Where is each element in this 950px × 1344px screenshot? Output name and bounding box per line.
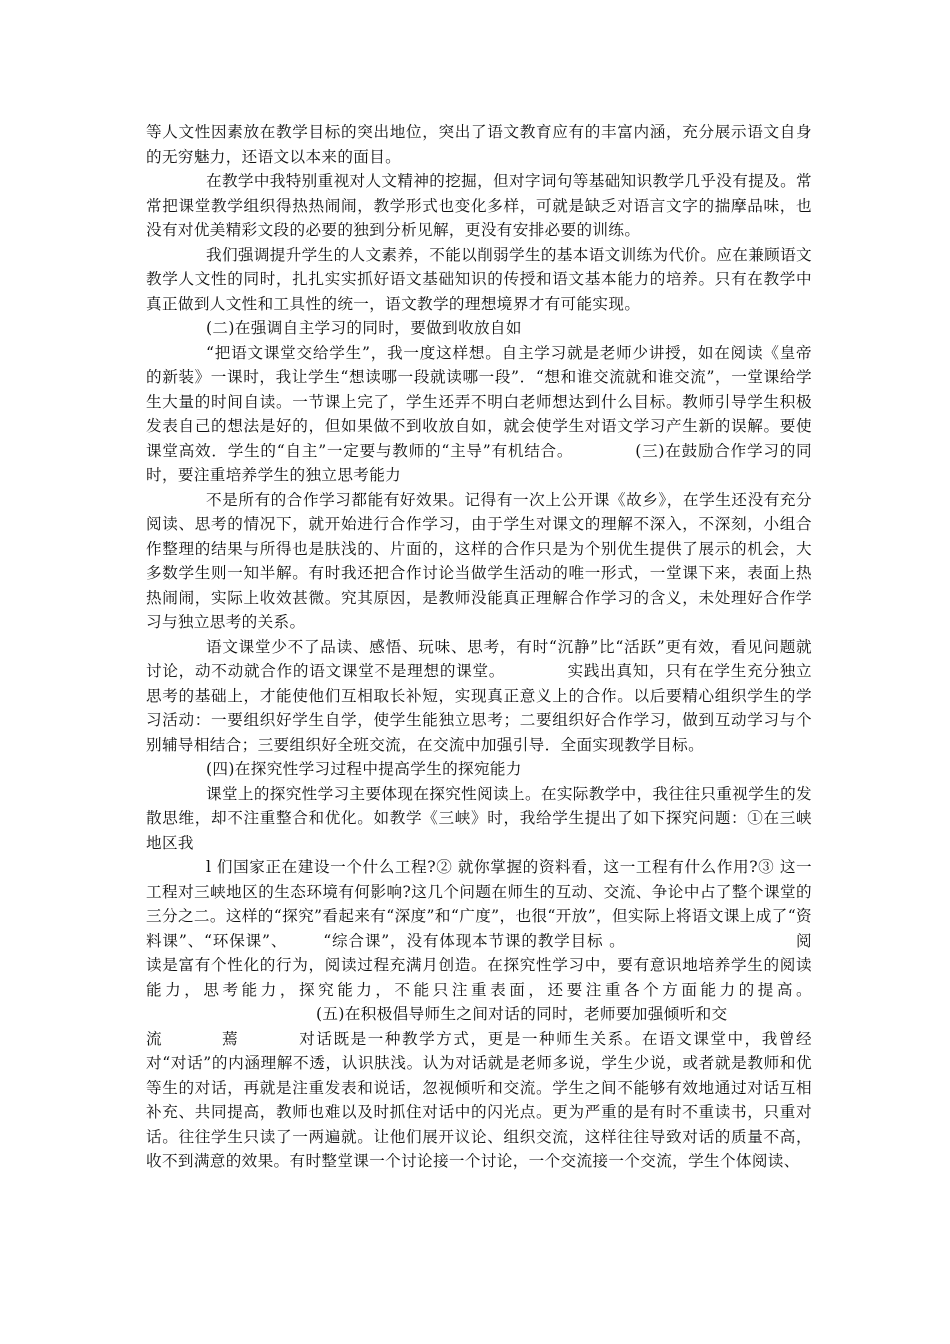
section-heading-5: (五)在积极倡导师生之间对话的同时，老师要加强倾听和交 <box>316 1005 728 1023</box>
section-heading-4: (四)在探究性学习过程中提高学生的探宛能力 <box>206 760 522 778</box>
paragraph-4 <box>146 341 812 488</box>
paragraph-6-text: 语文课堂少不了品读、感悟、玩味、思考，有时“沉静”比“活跃”更有效，看见问题就讨论，动不动就合作的语文课堂不是理想的课堂。 <box>146 637 812 680</box>
paragraph-7: 课堂上的探究性学习主要体现在探究性阅读上。在实际教学中，我往往只重视学生的发散思维，却不注重整合和优化。如教学《三峡》时，我给学生提出了如下探究问题：①在三峡地区我 <box>146 784 812 852</box>
paragraph-10-text: 对话既是一种教学方式，更是一种师生关系。在语文课堂中，我曾经对“对话”的内涵理解不透，认识肤浅。认为对话就是老师多说，学生少说，或者就是教师和优等生的对话，再就是注重发表和说话，忽视倾听和交流。学生之间不能够有效地通过对话互相补充、共同提高，教师也难以及时抓住对话中的闪光点。更为严重的是有时不重读书，只重对话。往往学生只读了一两遍就。让他们展开议论、组织交流，这样往往导致对话的质量不高，收不到满意的效果。有时整堂课一个讨论接一个讨论，一个交流接一个交流，学生个体阅读、 <box>146 1029 812 1170</box>
paragraph-5: 不是所有的合作学习都能有好效果。记得有一次上公开课《故乡》，在学生还没有充分阅读、思考的情况下，就开始进行合作学习，由于学生对课文的理解不深入，不深刻，小组合作整理的结果与所得也是肤浅的、片面的，这样的合作只是为个别优生提供了展示的机会，大多数学生则一知半解。有时我还把合作讨论当做学生活动的唯一形式，一堂课下来，表面上热热闹闹，实际上收效甚微。究其原因，是教师没能真正理解合作学习的含义，未处理好合作学习与独立思考的关系。 <box>146 490 812 631</box>
paragraph-8-tail: “综合课”，没有体现本节课的教学目标 。 <box>323 931 626 950</box>
document-body <box>146 120 812 1174</box>
paragraph-4-text: “把语文课堂交给学生”，我一度这样想。自主学习就是老师少讲授，如在阅读《皇帝的新装》一课时，我让学生“想读哪一段就读哪一段”．“想和谁交流就和谁交流”，一堂课给学生大量的时间自读。一节课上完了，学生还弄不明白老师想达到什么目标。教师引导学生积极发表自己的想法是好的，但如果做不到收放自如，就会使学生对语文学习产生新的误解。要使课堂高效．学生的“自主”一定要与教师的“主导”有机结合。 <box>146 343 812 460</box>
paragraph-8 <box>146 855 812 1027</box>
paragraph-10 <box>146 1027 812 1174</box>
paragraph-6 <box>146 635 812 758</box>
heading-5-tail: 流 <box>146 1029 162 1048</box>
paragraph-2: 在教学中我特别重视对人文精神的挖掘，但对字词句等基础知识教学几乎没有提及。常常把课堂教学组织得热热闹闹，教学形式也变化多样，可就是缺乏对语言文字的揣摩品味，也没有对优美精彩文段的必要的独到分析见解，更没有安排必要的训练。 <box>146 172 812 239</box>
paragraph-3: 我们强调提升学生的人文素养，不能以削弱学生的基本语文训练为代价。应在兼顾语文教学人文性的同时，扎扎实实抓好语文基础知识的传授和语文基本能力的培养。只有在教学中真正做到人文性和工具性的统一，语文教学的理想境界才有可能实现。 <box>146 245 812 313</box>
paragraph-9-text: 阅读是富有个性化的行为，阅读过程充满月创造。在探究性学习中，要有意识地培养学生的阅读能力，思考能力，探究能力，不能只注重表面，还要注重各个方面能力的提高。 <box>146 931 813 999</box>
section-heading-2: (二)在强调自主学习的同时，要做到收放自如 <box>206 319 522 337</box>
garbled-char: 蔫 <box>222 1029 238 1048</box>
paragraph-1: 等人文性因素放在教学目标的突出地位，突出了语文教育应有的丰富内涵，充分展示语文自身的无穷魅力，还语文以本来的面目。 <box>146 123 812 166</box>
paragraph-8-text: l 们国家正在建设一个什么工程?② 就你掌握的资料看，这一工程有什么作用?③ 这一工程对三峡地区的生态环境有何影响?这几个问题在师生的互动、交流、争论中占了整个课堂的三分之二。这样的“探究”看起来有“深度”和“广度”，也很“开放”，但实际上将语文课上成了“资料课”、“环保课”、 <box>146 858 812 950</box>
section-heading-3: (三)在鼓励合作学习的同时，要注重培养学生的独立思考能力 <box>146 441 812 484</box>
paragraph-6-continuation: 实践出真知，只有在学生充分独立思考的基础上，才能使他们互相取长补短，实现真正意义上的合作。以后要精心组织学生的学习活动：一要组织好学生自学，使学生能独立思考；二要组织好合作学习，做到互动学习与个别辅导相结合；三要组织好全班交流，在交流中加强引导．全面实现教学目标。 <box>146 662 812 754</box>
